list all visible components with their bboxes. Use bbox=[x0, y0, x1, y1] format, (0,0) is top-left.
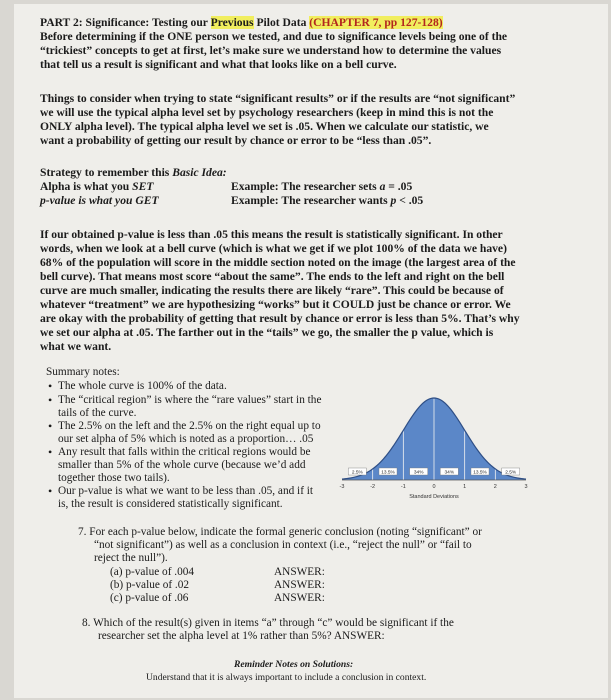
region-percent-label: 13.5% bbox=[473, 470, 487, 476]
obtained-line-8: we set our alpha at .05. The farther out in the “tails” we go, the smaller the p value, which is bbox=[40, 326, 494, 339]
p-example: Example: The researcher wants p < .05 bbox=[231, 194, 424, 207]
summary-line-1: The whole curve is 100% of the data. bbox=[58, 380, 227, 392]
q7b-label: (b) p-value of .02 bbox=[110, 579, 190, 591]
things-line-4: want a probability of getting our result by chance or error to be “less than .05”. bbox=[40, 134, 432, 147]
q8-line-2[interactable]: researcher set the alpha level at 1% rather than 5%? ANSWER: bbox=[98, 630, 385, 642]
summary-line-2: The “critical region” is where the “rare values” start in the bbox=[58, 394, 322, 406]
x-tick-label: 0 bbox=[432, 484, 436, 490]
x-tick-label: 3 bbox=[524, 484, 528, 490]
bullet-dot-icon: • bbox=[48, 419, 53, 433]
bullet-dot-icon: • bbox=[48, 393, 53, 407]
q7-line-2: “not significant”) as well as a conclusion in context (i.e., “reject the null” or “fail to bbox=[94, 539, 472, 551]
region-percent-label: 2.5% bbox=[351, 470, 363, 476]
obtained-line-5: curve are much smaller, indicating the results there are likely “rare”. This could be because of bbox=[40, 284, 504, 297]
obtained-line-1: If our obtained p-value is less than .05 this means the result is statistically significant. In other bbox=[40, 228, 503, 241]
summary-title: Summary notes: bbox=[46, 366, 120, 378]
reminder-text: Understand that it is always important to include a conclusion in context. bbox=[146, 672, 427, 683]
q7a-answer[interactable]: ANSWER: bbox=[274, 566, 325, 578]
worksheet-page bbox=[14, 4, 608, 698]
summary-line-9: Our p-value is what we want to be less than .05, and if it bbox=[58, 485, 314, 497]
x-tick-label: -2 bbox=[370, 484, 376, 490]
summary-line-6: Any result that falls within the critical regions would be bbox=[58, 446, 311, 458]
q8-line-1: 8. Which of the result(s) given in items “a” through “c” would be significant if the bbox=[82, 617, 454, 629]
region-percent-label: 34% bbox=[444, 470, 455, 476]
x-tick-label: -1 bbox=[400, 484, 406, 490]
q7c-label: (c) p-value of .06 bbox=[110, 592, 189, 604]
things-line-3: ONLY alpha level). The typical alpha level we set is .05. When we calculate our statistic, we bbox=[40, 120, 489, 133]
summary-line-10: is, the result is considered statistically significant. bbox=[58, 498, 283, 510]
part-heading: PART 2: Significance: Testing our Previous Pilot Data (CHAPTER 7, pp 127-128) bbox=[40, 16, 443, 29]
things-line-1: Things to consider when trying to state “significant results” or if the results are “not significant” bbox=[40, 92, 516, 105]
obtained-line-7: are okay with the probability of getting that result by chance or error is less than 5%. That’s why bbox=[40, 312, 520, 325]
q7-line-3: reject the null”). bbox=[94, 552, 168, 564]
q7-line-1: 7. For each p-value below, indicate the formal generic conclusion (noting “significant” or bbox=[78, 526, 482, 538]
x-tick-label: 1 bbox=[463, 484, 467, 490]
bullet-dot-icon: • bbox=[48, 484, 53, 498]
region-percent-label: 34% bbox=[413, 470, 424, 476]
obtained-line-4: bell curve). That means most score “about the same”. The ends to the left and right on the bell bbox=[40, 270, 505, 283]
obtained-line-2: words, when we look at a bell curve (which is what we get if we plot 100% of the data we have) bbox=[40, 242, 507, 255]
bell-curve-chart bbox=[330, 392, 530, 504]
summary-line-7: smaller than 5% of the whole curve (because we’d add bbox=[58, 459, 306, 471]
intro-line-1: Before determining if the ONE person we tested, and due to significance levels being one of the bbox=[40, 30, 508, 43]
summary-line-8: together those two tails). bbox=[58, 472, 170, 484]
intro-line-2: “trickiest” concepts to get at first, let’s make sure we understand how to determine the values bbox=[40, 44, 502, 57]
alpha-example: Example: The researcher sets a = .05 bbox=[231, 180, 413, 193]
obtained-line-6: whatever “treatment” we are hypothesizing “works” but it COULD just be chance or error. We bbox=[40, 298, 511, 311]
obtained-line-9: what we want. bbox=[40, 340, 112, 353]
x-axis-label: Standard Deviations bbox=[409, 494, 459, 500]
q7b-answer[interactable]: ANSWER: bbox=[274, 579, 325, 591]
region-percent-label: 2.5% bbox=[505, 470, 517, 476]
alpha-definition: Alpha is what you SET bbox=[40, 180, 154, 193]
strategy-title: Strategy to remember this Basic Idea: bbox=[40, 166, 227, 179]
bullet-dot-icon: • bbox=[48, 379, 53, 393]
intro-line-3: that tell us a result is significant and what that looks like on a bell curve. bbox=[40, 58, 397, 71]
region-percent-label: 13.5% bbox=[381, 470, 395, 476]
things-line-2: we will use the typical alpha level set by psychology researchers (keep in mind this is not the bbox=[40, 106, 494, 119]
summary-line-3: tails of the curve. bbox=[58, 407, 137, 419]
q7c-answer[interactable]: ANSWER: bbox=[274, 592, 325, 604]
bullet-dot-icon: • bbox=[48, 445, 53, 459]
q7a-label: (a) p-value of .004 bbox=[110, 566, 195, 578]
reminder-title: Reminder Notes on Solutions: bbox=[234, 659, 354, 670]
summary-line-5: our set alpha of 5% which is noted as a proportion… .05 bbox=[58, 433, 314, 445]
x-tick-label: -3 bbox=[339, 484, 345, 490]
x-tick-label: 2 bbox=[493, 484, 497, 490]
summary-line-4: The 2.5% on the left and the 2.5% on the right equal up to bbox=[58, 420, 321, 432]
p-definition: p-value is what you GET bbox=[40, 194, 159, 207]
obtained-line-3: 68% of the population will score in the middle section noted on the image (the largest area of the bbox=[40, 256, 516, 269]
